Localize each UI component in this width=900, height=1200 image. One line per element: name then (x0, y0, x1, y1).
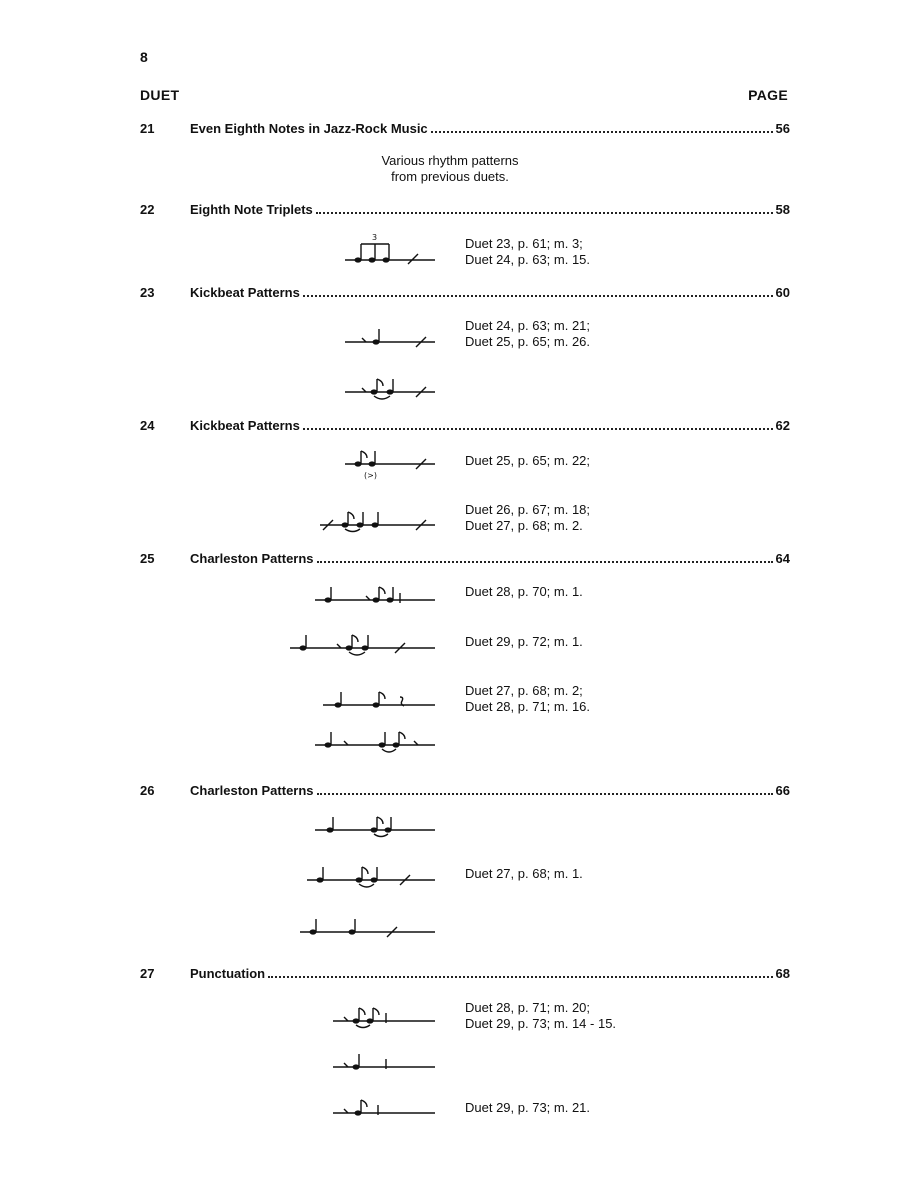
toc-entry-25[interactable] (140, 551, 790, 569)
ref-line: Duet 27, p. 68; m. 1. (465, 866, 583, 881)
entry-25-refs-2 (465, 634, 583, 650)
toc-entry-24[interactable] (140, 418, 790, 436)
entry-number: 25 (140, 551, 155, 566)
ref-line: Duet 27, p. 68; m. 2; (465, 683, 583, 698)
dot-leader (316, 212, 773, 214)
triplet-mark: 3 (372, 233, 378, 242)
toc-entry-27[interactable] (140, 966, 790, 984)
toc-entry-23[interactable] (140, 285, 790, 303)
entry-22-refs-1 (465, 236, 590, 268)
entry-number: 21 (140, 121, 155, 136)
entry-27-refs-2 (465, 1100, 590, 1116)
entry-21-note (330, 153, 570, 185)
entry-page: 68 (775, 966, 790, 981)
entry-title: Even Eighth Notes in Jazz-Rock Music (190, 121, 428, 136)
rhythm-punctuation-2-icon (328, 1050, 440, 1078)
note-line: Various rhythm patterns (381, 153, 519, 168)
ref-line: Duet 28, p. 71; m. 20; (465, 1000, 591, 1015)
entry-number: 26 (140, 783, 155, 798)
duet-column-header: DUET (140, 87, 180, 103)
ref-line: Duet 29, p. 72; m. 1. (465, 634, 583, 649)
ref-line: Duet 28, p. 70; m. 1. (465, 584, 583, 599)
entry-number: 23 (140, 285, 155, 300)
entry-27-refs-1 (465, 1000, 616, 1032)
ref-line: Duet 23, p. 61; m. 3; (465, 236, 583, 251)
dot-leader (431, 131, 773, 133)
rhythm-charleston-6-icon (302, 862, 440, 892)
ref-line: Duet 25, p. 65; m. 26. (465, 334, 591, 349)
entry-page: 64 (775, 551, 790, 566)
entry-24-refs-1 (465, 453, 590, 469)
accent-mark: (>) (364, 471, 377, 480)
dot-leader (317, 561, 773, 563)
dot-leader (317, 793, 773, 795)
entry-25-refs-1 (465, 584, 583, 600)
entry-number: 22 (140, 202, 155, 217)
rhythm-charleston-4-icon (310, 728, 440, 760)
note-line: from previous duets. (391, 169, 509, 184)
rhythm-triplet-icon (340, 230, 440, 270)
dot-leader (303, 295, 773, 297)
entry-page: 58 (775, 202, 790, 217)
entry-title: Punctuation (190, 966, 266, 981)
entry-number: 24 (140, 418, 155, 433)
entry-title: Charleston Patterns (190, 783, 314, 798)
page-column-header: PAGE (748, 87, 788, 103)
rhythm-punctuation-1-icon (328, 1004, 440, 1032)
entry-title: Kickbeat Patterns (190, 285, 300, 300)
ref-line: Duet 26, p. 67; m. 18; (465, 502, 591, 517)
ref-line: Duet 27, p. 68; m. 2. (465, 518, 583, 533)
rhythm-kickbeat-icon (340, 325, 440, 355)
rhythm-charleston-2-icon (285, 630, 440, 660)
entry-title: Eighth Note Triplets (190, 202, 313, 217)
rhythm-accent-icon (340, 448, 440, 482)
entry-24-refs-2 (465, 502, 590, 534)
ref-line: Duet 28, p. 71; m. 16. (465, 699, 591, 714)
entry-title: Charleston Patterns (190, 551, 314, 566)
ref-line: Duet 24, p. 63; m. 21; (465, 318, 591, 333)
entry-number: 27 (140, 966, 155, 981)
entry-26-refs-1 (465, 866, 583, 882)
page-number: 8 (140, 49, 148, 65)
toc-entry-22[interactable] (140, 202, 790, 220)
rhythm-charleston-5-icon (310, 813, 440, 841)
entry-page: 60 (775, 285, 790, 300)
toc-entry-21[interactable] (140, 121, 790, 139)
rhythm-charleston-3-icon (318, 688, 440, 716)
ref-line: Duet 25, p. 65; m. 22; (465, 453, 591, 468)
entry-25-refs-3 (465, 683, 590, 715)
rhythm-kickbeat-2-icon (315, 508, 440, 538)
rhythm-charleston-1-icon (310, 583, 440, 611)
entry-title: Kickbeat Patterns (190, 418, 300, 433)
ref-line: Duet 29, p. 73; m. 21. (465, 1100, 591, 1115)
dot-leader (268, 976, 772, 978)
ref-line: Duet 29, p. 73; m. 14 - 15. (465, 1016, 617, 1031)
dot-leader (303, 428, 773, 430)
ref-line: Duet 24, p. 63; m. 15. (465, 252, 591, 267)
entry-23-refs-1 (465, 318, 590, 350)
entry-page: 62 (775, 418, 790, 433)
rhythm-punctuation-3-icon (328, 1096, 440, 1124)
entry-page: 66 (775, 783, 790, 798)
toc-entry-26[interactable] (140, 783, 790, 801)
rhythm-kickbeat-tied-icon (340, 375, 440, 405)
rhythm-charleston-7-icon (295, 915, 440, 943)
entry-page: 56 (775, 121, 790, 136)
